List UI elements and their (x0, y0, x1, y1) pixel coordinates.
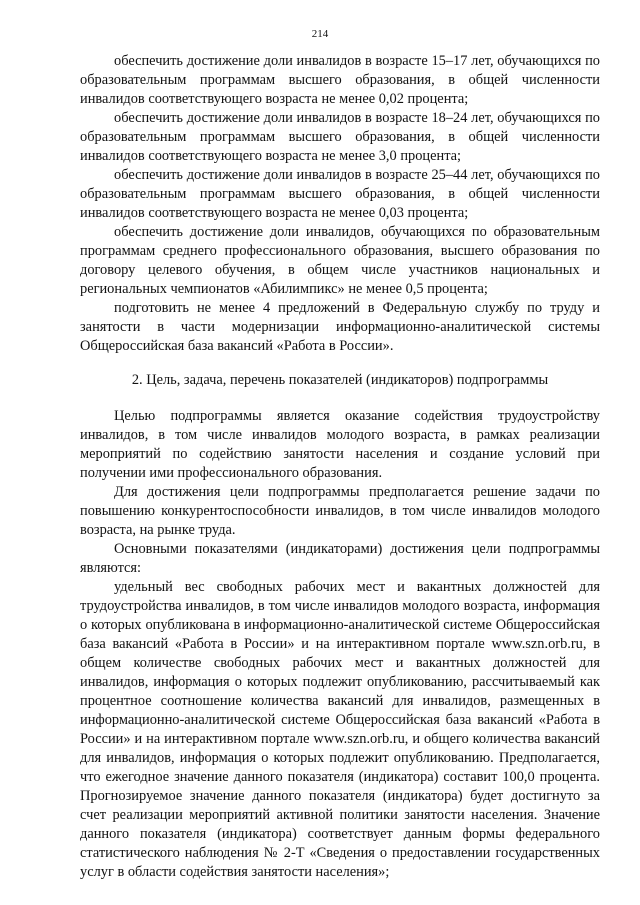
spacer (80, 390, 600, 407)
list-item: подготовить не менее 4 предложений в Федеральную службу по труду и занятости в части модернизации информационно-аналитической системы Общероссийская база вакансий «Работа в России». (80, 300, 600, 354)
document-body (80, 52, 600, 882)
paragraph-indicators-intro: Основными показателями (индикаторами) достижения цели подпрограммы являются: (80, 541, 600, 576)
list-item: обеспечить достижение доли инвалидов в возрасте 25–44 лет, обучающихся по образовательным программам высшего образования, в общей численности инвалидов соответствующего возраста не менее 0,03 процента; (80, 167, 600, 221)
spacer (80, 356, 600, 371)
paragraph-indicator-description: удельный вес свободных рабочих мест и вакантных должностей для трудоустройства инвалидов, в том числе инвалидов молодого возраста, информация о которых опубликована в информационно-аналитической системе Общероссийская база вакансий «Работа в России» и на интерактивном портале www.szn.orb.ru, в общем количестве свободных рабочих мест и вакантных должностей для инвалидов, информация о которых подлежит опубликованию, рассчитываемый как процентное соотношение количества вакансий для инвалидов, размещенных в информационно-аналитической системе Общероссийская база вакансий «Работа в России» и на интерактивном портале www.szn.orb.ru, и общего количества вакансий для инвалидов, информация о которых подлежит опубликованию. Предполагается, что ежегодное значение данного показателя (индикатора) составит 100,0 процента. Прогнозируемое значение данного показателя (индикатора) будет достигнуто за счет реализации мероприятий активной политики занятости населения. Значение данного показателя (индикатора) соответствует данным формы федерального статистического наблюдения № 2-Т «Сведения о предоставлении государственных услуг в области содействия занятости населения»; (80, 579, 600, 880)
paragraph-task: Для достижения цели подпрограммы предполагается решение задачи по повышению конкурентоспособности инвалидов, в том числе инвалидов молодого возраста, на рынке труда. (80, 484, 600, 538)
paragraph-goal: Целью подпрограммы является оказание содействия трудоустройству инвалидов, в том числе инвалидов молодого возраста, в рамках реализации мероприятий по содействию занятости населения и создание условий при получении ими профессионального образования. (80, 408, 600, 481)
section-heading: 2. Цель, задача, перечень показателей (индикаторов) подпрограммы (131, 372, 549, 388)
page-number: 214 (311, 28, 329, 40)
list-item: обеспечить достижение доли инвалидов в возрасте 15–17 лет, обучающихся по образовательным программам высшего образования, в общей численности инвалидов соответствующего возраста не менее 0,02 процента; (80, 53, 600, 107)
list-item: обеспечить достижение доли инвалидов в возрасте 18–24 лет, обучающихся по образовательным программам высшего образования, в общей численности инвалидов соответствующего возраста не менее 3,0 процента; (80, 110, 600, 164)
list-item: обеспечить достижение доли инвалидов, обучающихся по образовательным программам среднего профессионального образования, высшего образования по договору целевого обучения, в общем числе участников национальных и региональных чемпионатов «Абилимпикс» не менее 0,5 процента; (80, 224, 600, 297)
